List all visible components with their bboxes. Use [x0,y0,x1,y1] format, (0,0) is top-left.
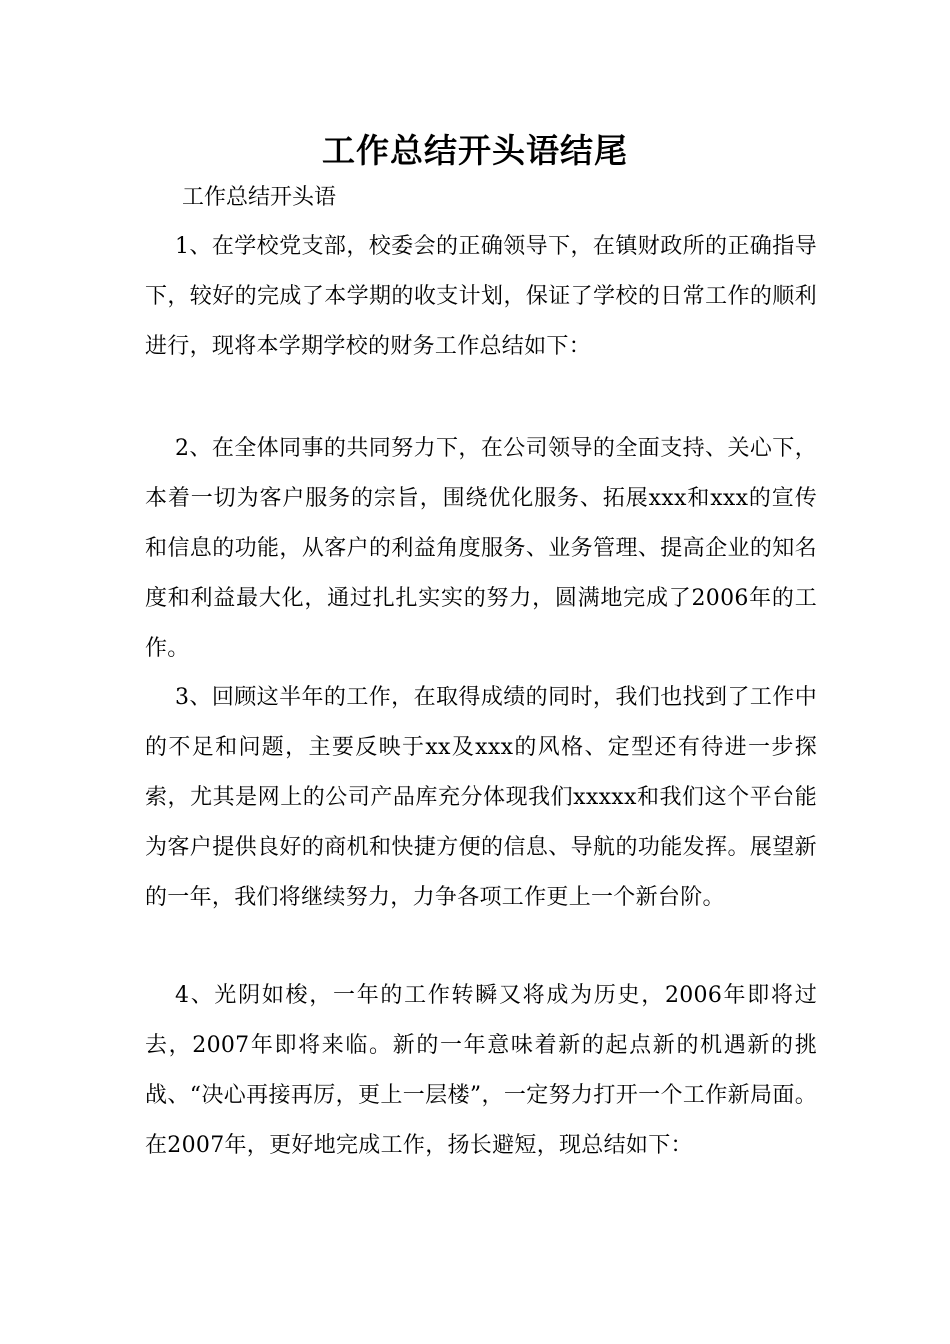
paragraph-1: 1、在学校党支部，校委会的正确领导下，在镇财政所的正确指导下，较好的完成了本学期的收支计划，保证了学校的日常工作的顺利进行，现将本学期学校的财务工作总结如下： [145,234,817,359]
paragraph-4: 4、光阴如梭，一年的工作转瞬又将成为历史，2006年即将过去，2007年即将来临。新的一年意味着新的起点新的机遇新的挑战、“决心再接再厉，更上一层楼”，一定努力打开一个工作新局面。在2007年，更好地完成工作，扬长避短，现总结如下： [145,983,817,1158]
paragraph-3: 3、回顾这半年的工作，在取得成绩的同时，我们也找到了工作中的不足和问题，主要反映于xx及xxx的风格、定型还有待进一步探索，尤其是网上的公司产品库充分体现我们xxxxx和我们这个平台能为客户提供良好的商机和快捷方便的信息、导航的功能发挥。展望新的一年，我们将继续努力，力争各项工作更上一个新台阶。 [145,685,817,910]
document-title: 工作总结开头语结尾 [322,131,628,170]
document-subtitle: 工作总结开头语 [182,185,337,210]
paragraph-2: 2、在全体同事的共同努力下，在公司领导的全面支持、关心下，本着一切为客户服务的宗旨，围绕优化服务、拓展xxx和xxx的宣传和信息的功能，从客户的利益角度服务、业务管理、提高企业的知名度和利益最大化，通过扎扎实实的努力，圆满地完成了2006年的工作。 [145,436,817,661]
